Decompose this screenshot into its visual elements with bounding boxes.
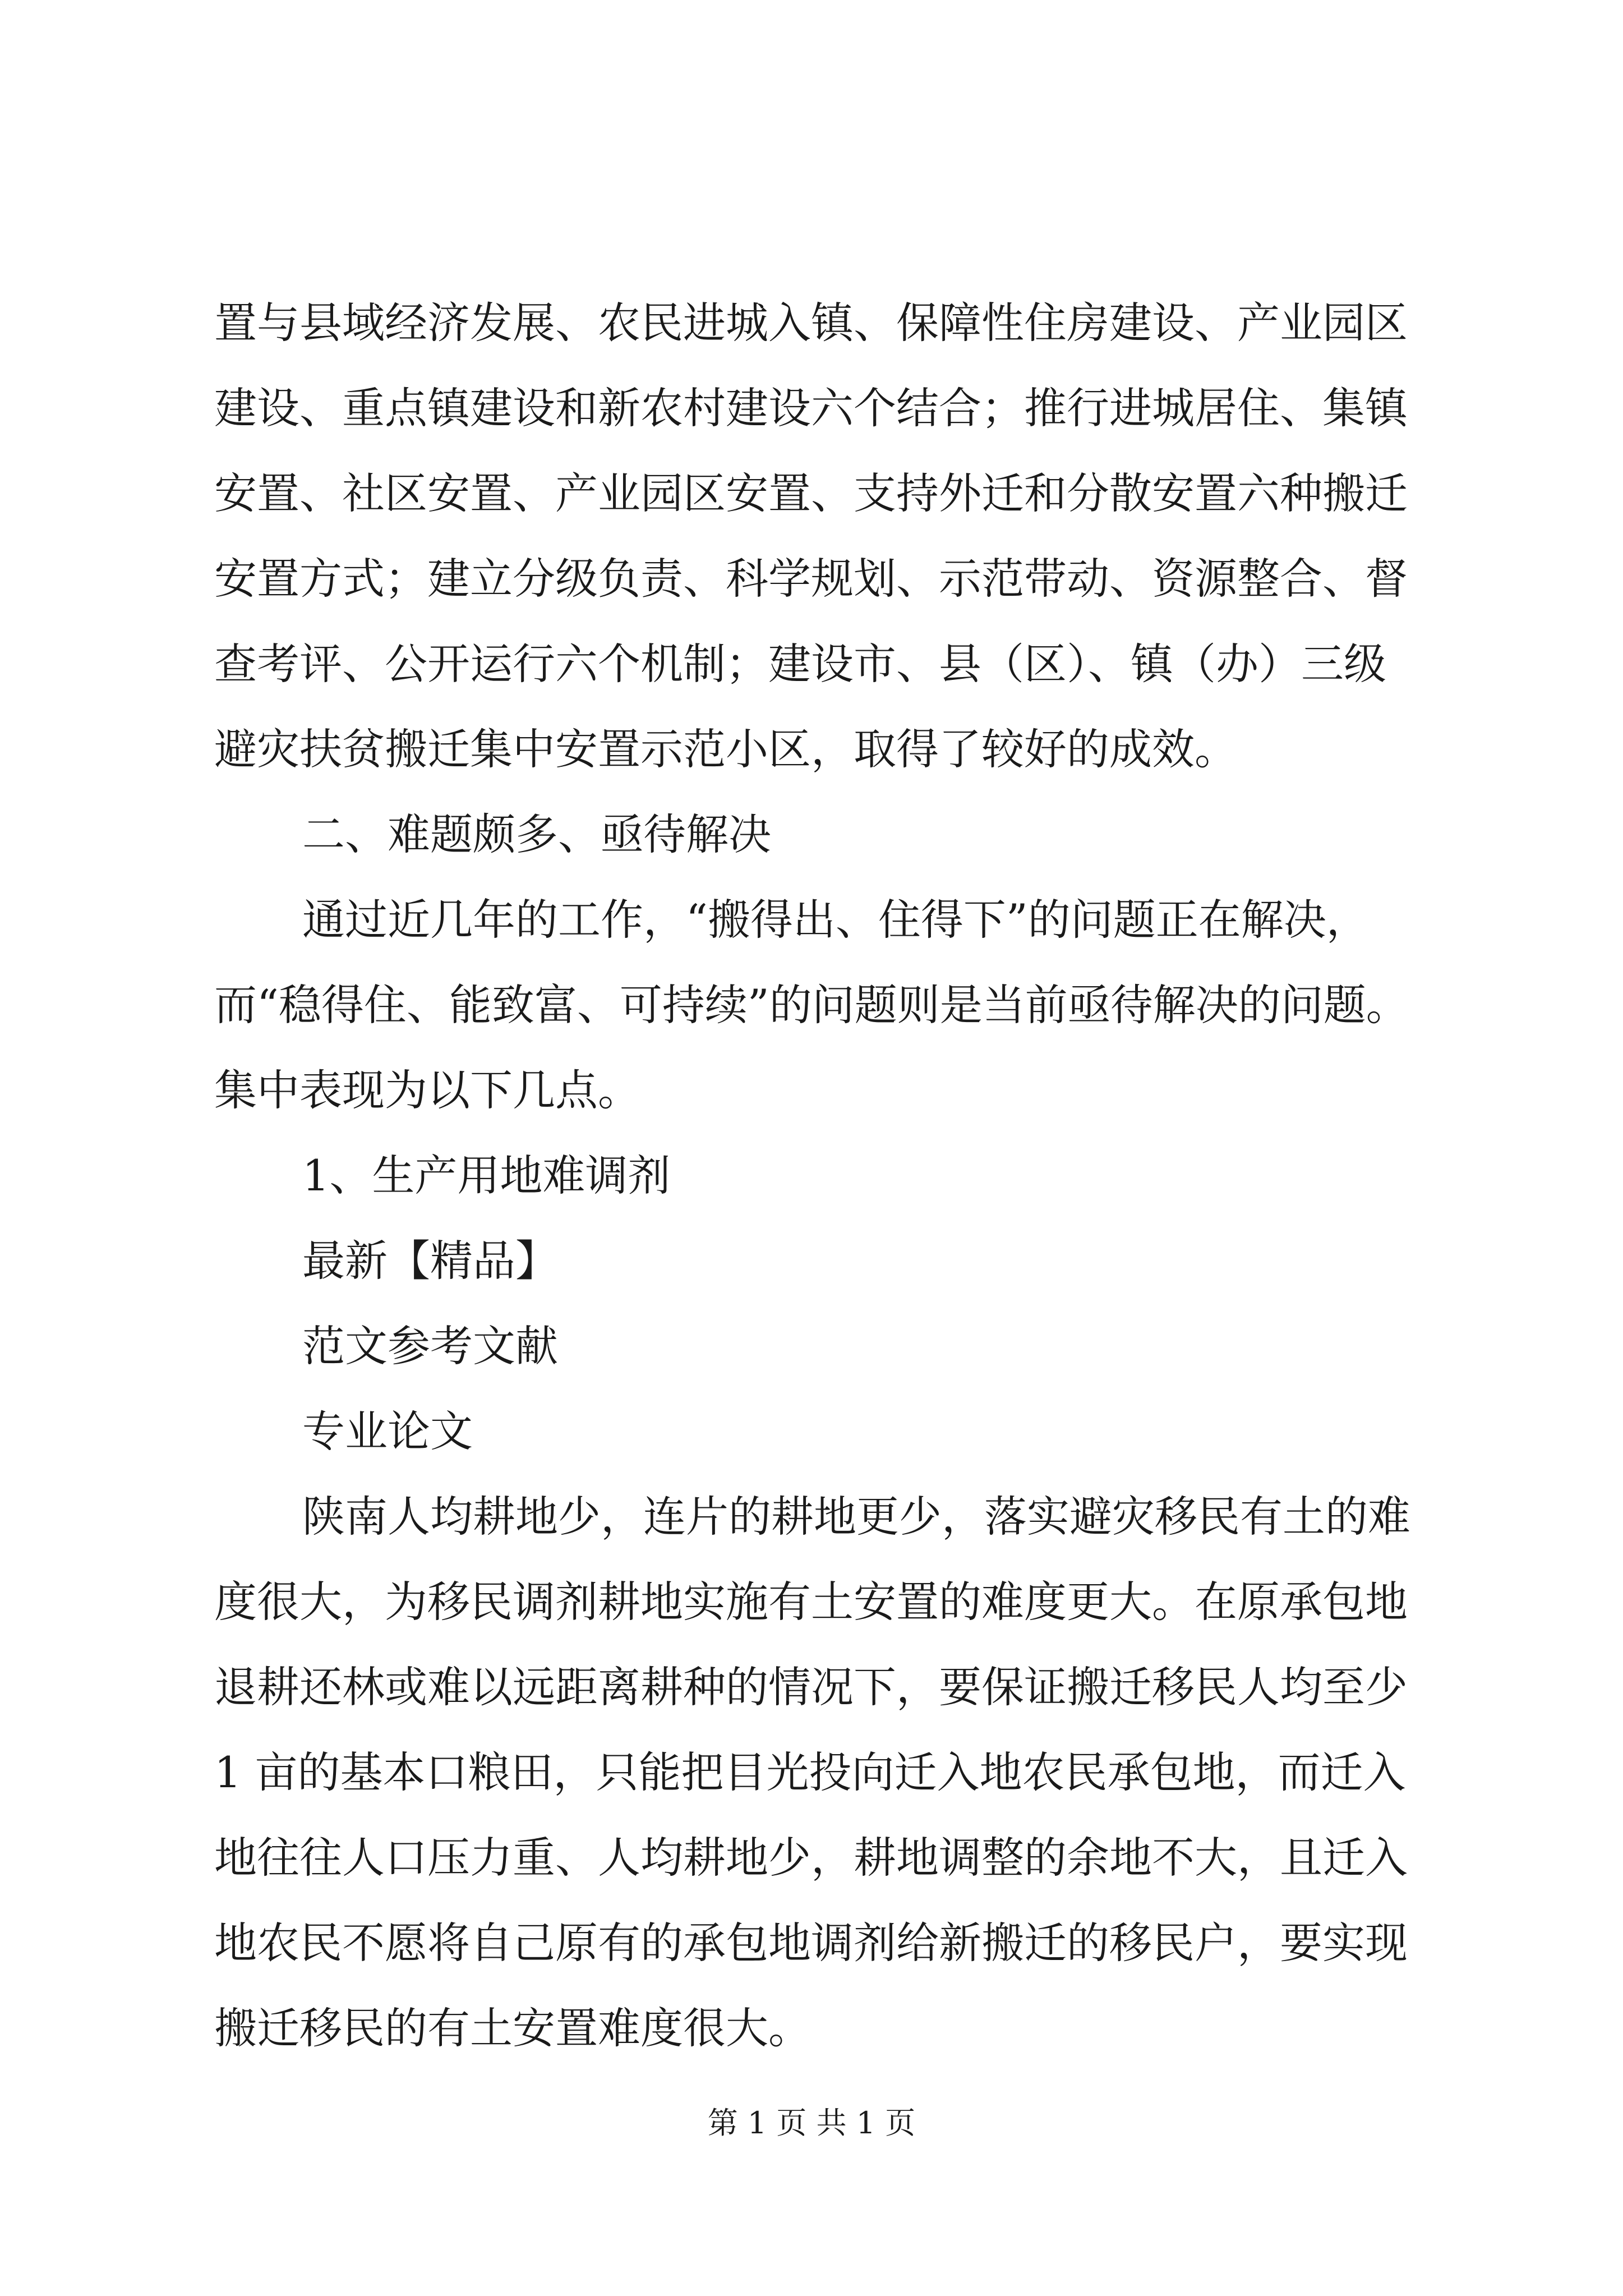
paragraph-line: 安置方式；建立分级负责、科学规划、示范带动、资源整合、督 <box>214 554 1408 604</box>
paragraph-line: 置与县域经济发展、农民进城入镇、保障性住房建设、产业园区 <box>214 298 1408 348</box>
paragraph-line: 通过近几年的工作，“搬得出、住得下”的问题正在解决， <box>302 895 1369 945</box>
paragraph-line: 避灾扶贫搬迁集中安置示范小区，取得了较好的成效。 <box>214 724 1237 774</box>
paragraph-line: 集中表现为以下几点。 <box>214 1065 640 1115</box>
watermark-line: 最新【精品】 <box>302 1236 558 1286</box>
paragraph-line: 1 亩的基本口粮田，只能把目光投向迁入地农民承包地，而迁入 <box>214 1747 1406 1797</box>
paragraph-line: 地往往人口压力重、人均耕地少，耕地调整的余地不大，且迁入 <box>214 1833 1408 1883</box>
section-heading: 二、难题颇多、亟待解决 <box>302 809 771 859</box>
document-body <box>214 280 1414 2071</box>
paragraph-line: 退耕还林或难以远距离耕种的情况下，要保证搬迁移民人均至少 <box>214 1662 1408 1712</box>
paragraph-line: 而“稳得住、能致富、可持续”的问题则是当前亟待解决的问题。 <box>214 980 1409 1030</box>
subsection-heading: 1、生产用地难调剂 <box>302 1151 671 1200</box>
page-footer: 第 1 页 共 1 页 <box>707 2105 916 2141</box>
paragraph-line: 查考评、公开运行六个机制；建设市、县（区）、镇（办）三级 <box>214 639 1386 689</box>
paragraph-line: 安置、社区安置、产业园区安置、支持外迁和分散安置六种搬迁 <box>214 468 1408 518</box>
paragraph-line: 陕南人均耕地少，连片的耕地更少，落实避灾移民有土的难 <box>302 1492 1410 1542</box>
paragraph-line: 度很大，为移民调剂耕地实施有土安置的难度更大。在原承包地 <box>214 1577 1408 1627</box>
paragraph-line: 地农民不愿将自己原有的承包地调剂给新搬迁的移民户，要实现 <box>214 1918 1408 1968</box>
watermark-line: 范文参考文献 <box>302 1321 558 1371</box>
watermark-line: 专业论文 <box>302 1406 473 1456</box>
paragraph-line: 建设、重点镇建设和新农村建设六个结合；推行进城居住、集镇 <box>214 383 1408 433</box>
paragraph-line: 搬迁移民的有土安置难度很大。 <box>214 2003 811 2053</box>
